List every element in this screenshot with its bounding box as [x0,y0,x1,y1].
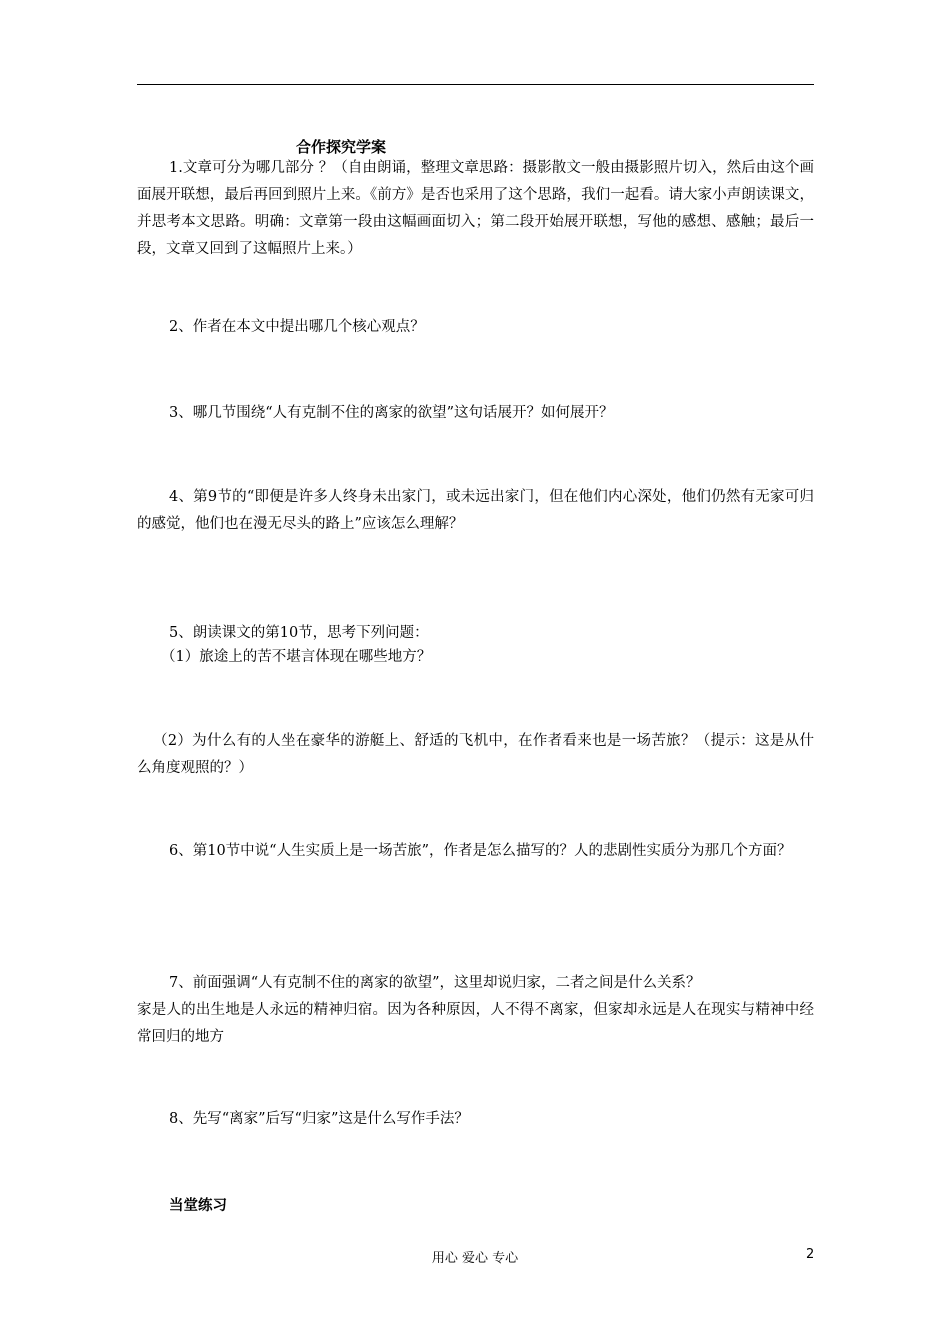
question-4: 4、第9节的“即便是许多人终身未出家门，或未远出家门，但在他们内心深处，他们仍然有无家可归的感觉，他们也在漫无尽头的路上”应该怎么理解？ [137,489,814,532]
question-5-part-1: （1）旅途上的苦不堪言体现在哪些地方？ [161,649,432,665]
question-7-answer: 家是人的出生地是人永远的精神归宿。因为各种原因，人不得不离家，但家却永远是人在现实与精神中经常回归的地方 [137,1002,814,1045]
section-heading-practice: 当堂练习 [169,1198,227,1214]
footer-motto: 用心 爱心 专心 [431,1251,519,1266]
question-3: 3、哪几节围绕“人有克制不住的离家的欲望”这句话展开？如何展开？ [169,405,614,421]
question-7: 7、前面强调“人有克制不住的离家的欲望”，这里却说归家，二者之间是什么关系？ [169,975,701,991]
question-2: 2、作者在本文中提出哪几个核心观点？ [169,319,425,335]
header-rule [137,84,814,85]
question-8: 8、先写“离家”后写“归家”这是什么写作手法？ [169,1111,469,1127]
question-6: 6、第10节中说“人生实质上是一场苦旅”，作者是怎么描写的？人的悲剧性实质分为那几个方面？ [169,843,792,859]
question-5-part-2: （2）为什么有的人坐在豪华的游艇上、舒适的飞机中，在作者看来也是一场苦旅？（提示：这是从什么角度观照的？） [137,733,814,776]
page-title: 合作探究学案 [296,138,387,156]
question-5: 5、朗读课文的第10节，思考下列问题： [169,625,429,641]
page-number: 2 [806,1247,815,1262]
question-1: 1.文章可分为哪几部分 ？（自由朗诵，整理文章思路：摄影散文一般由摄影照片切入，然后由这个画面展开联想，最后再回到照片上来。《前方》是否也采用了这个思路，我们一起看。请大家小声朗读课文，并思考本文思路。明确：文章第一段由这幅画面切入；第二段开始展开联想，写他的感想、感触；最后一段，文章又回到了这幅照片上来。） [137,160,814,257]
